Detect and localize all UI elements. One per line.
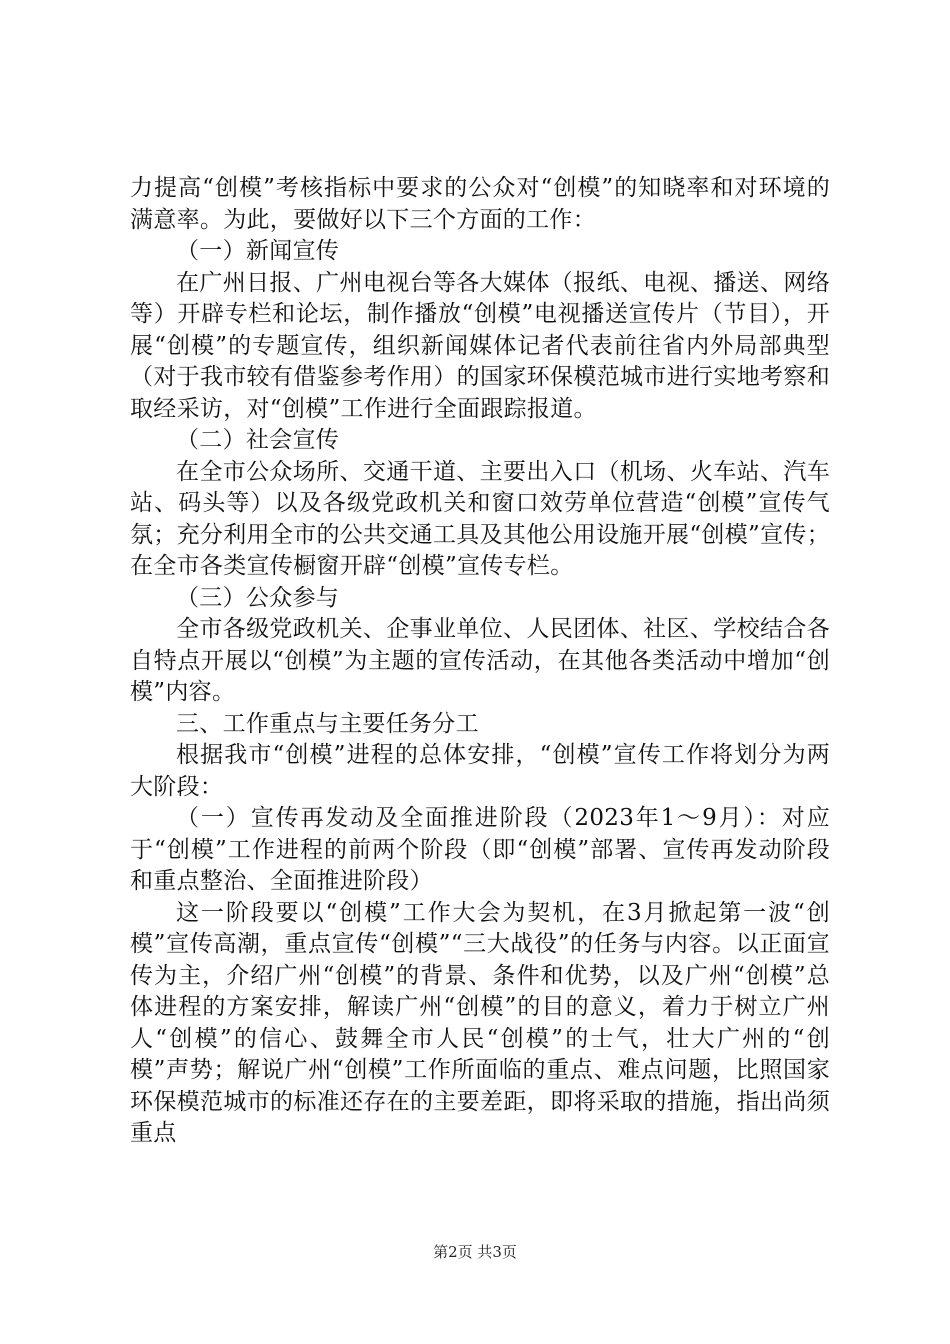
paragraph-public: 全市各级党政机关、企事业单位、人民团体、社区、学校结合各自特点开展以“创模”为主题的宣传活动，在其他各类活动中增加“创模”内容。 — [130, 616, 830, 705]
section-heading-news: （一）新闻宣传 — [176, 238, 340, 264]
paragraph-stages-intro: 根据我市“创模”进程的总体安排，“创模”宣传工作将划分为两大阶段： — [130, 742, 830, 800]
paragraph-news: 在广州日报、广州电视台等各大媒体（报纸、电视、播送、网络等）开辟专栏和论坛，制作播放“创模”电视播送宣传片（节目），开展“创模”的专题宣传，组织新闻媒体记者代表前往省内外局部典型（对于我市较有借鉴参考作用）的国家环保模范城市进行实地考察和取经采访，对“创模”工作进行全面跟踪报道。 — [130, 269, 830, 422]
page-footer: 第2页 共3页 — [433, 1243, 517, 1261]
paragraph-social: 在全市公众场所、交通干道、主要出入口（机场、火车站、汽车站、码头等）以及各级党政机关和窗口效劳单位营造“创模”宣传气氛；充分利用全市的公共交通工具及其他公用设施开展“创模”宣传；在全市各类宣传橱窗开辟“创模”宣传专栏。 — [130, 458, 830, 579]
paragraph-stage-one-detail: 这一阶段要以“创模”工作大会为契机，在3月掀起第一波“创模”宣传高潮，重点宣传“创模”“三大战役”的任务与内容。以正面宣传为主，介绍广州“创模”的背景、条件和优势，以及广州“创模”总体进程的方案安排，解读广州“创模”的目的意义，着力于树立广州人“创模”的信心、鼓舞全市人民“创模”的士气，壮大广州的“创模”声势；解说广州“创模”工作所面临的重点、难点问题，比照国家环保模范城市的标准还存在的主要差距，即将采取的措施，指出尚须重点 — [130, 899, 830, 1146]
section-heading-public: （三）公众参与 — [176, 584, 340, 611]
section-heading-social: （二）社会宣传 — [176, 427, 340, 453]
section-heading-tasks: 三、工作重点与主要任务分工 — [176, 710, 479, 737]
paragraph-stage-one: （一）宣传再发动及全面推进阶段（2023年1～9月）：对应于“创模”工作进程的前两个阶段（即“创模”部署、宣传再发动阶段和重点整治、全面推进阶段） — [130, 805, 830, 894]
document-body — [130, 173, 830, 1150]
paragraph-0: 力提高“创模”考核指标中要求的公众对“创模”的知晓率和对环境的满意率。为此，要做好以下三个方面的工作： — [130, 175, 830, 233]
